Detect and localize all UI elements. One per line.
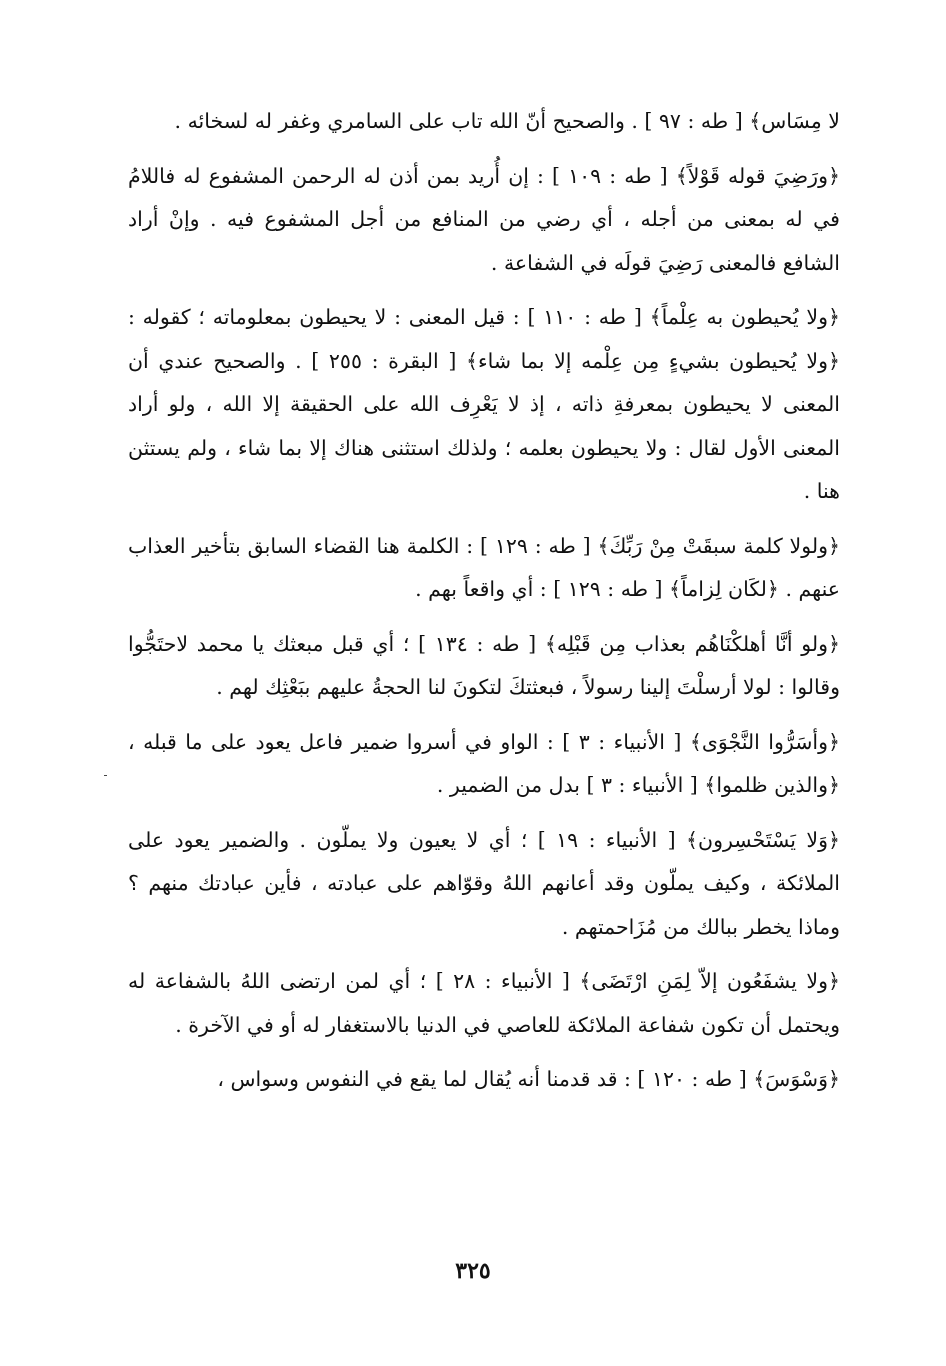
paragraph-3: ﴿ولا يُحيطون به عِلْماً﴾ [ طه : ١١٠ ] : قيل المعنى : لا يحيطون بمعلوماته ؛ كقوله : ﴿ولا يُحيطون بشيءٍ مِن عِلْمه إلا بما شاء﴾ [ البقرة : ٢٥٥ ] . والصحيح عندي أن المعنى لا يحيطون بمعرفةِ ذاته ، إذ لا يَعْرِف الله على الحقيقة إلا الله ، ولو أراد المعنى الأول لقال : ولا يحيطون بعلمه ؛ ولذلك استثنى هناك إلا بما شاء ، ولم يستثن هنا . (128, 305, 840, 503)
paragraph-8: ﴿ولا يشفَعُون إلاّ لِمَنِ ارْتَضَى﴾ [ الأنبياء : ٢٨ ] ؛ أي لمن ارتضى اللهُ بالشفاعة له ويحتمل أن تكون شفاعة الملائكة للعاصي في الدنيا بالاستغفار له أو في الآخرة . (128, 969, 840, 1037)
page-number: ٣٢٥ (455, 1258, 491, 1284)
margin-mark (104, 775, 107, 776)
page-body (128, 100, 840, 1113)
paragraph-1: لا مِسَاس﴾ [ طه : ٩٧ ] . والصحيح أنّ الله تاب على السامري وغفر له لسخائه . (174, 109, 840, 133)
paragraph-2: ﴿ورَضِيَ قوله قَوْلاً﴾ [ طه : ١٠٩ ] : إن أُريد بمن أذن له الرحمن المشفوع له فاللامُ في له بمعنى من أجله ، أي رضي من المنافع من أجل المشفوع فيه . وإنْ أراد الشافع فالمعنى رَضِيَ قولَه في الشفاعة . (128, 163, 840, 275)
paragraph-4: ﴿ولولا كلمة سبقَتْ مِنْ رَبِّكَ﴾ [ طه : ١٢٩ ] : الكلمة هنا القضاء السابق بتأخير العذاب عنهم . ﴿لكَان لِزاماً﴾ [ طه : ١٢٩ ] : أي واقعاً بهم . (128, 533, 840, 601)
paragraph-9: ﴿وَسْوَسَ﴾ [ طه : ١٢٠ ] : قد قدمنا أنه يُقال لما يقع في النفوس وسواس ، (217, 1067, 840, 1091)
paragraph-6: ﴿وأسَرُّوا النَّجْوَى﴾ [ الأنبياء : ٣ ] : الواو في أسروا ضمير فاعل يعود على ما قبله ، ﴿والذين ظلموا﴾ [ الأنبياء : ٣ ] بدل من الضمير . (128, 729, 840, 797)
paragraph-7: ﴿وَلا يَسْتَحْسِرون﴾ [ الأنبياء : ١٩ ] ؛ أي لا يعيون ولا يملّون . والضمير يعود على الملائكة ، وكيف يملّون وقد أعانهم اللهُ وقوّاهم على عبادته ، فأين عبادتك منهم ؟ وماذا يخطر ببالك من مُزَاحمتهم . (128, 827, 840, 939)
paragraph-5: ﴿ولو أنَّا أهلكْنَاهُم بعذاب مِن قَبْلِه﴾ [ طه : ١٣٤ ] ؛ أي قبل مبعثك يا محمد لاحتَجُّوا وقالوا : لولا أرسلْتَ إلينا رسولاً ، فبعثتكَ لتكونَ لنا الحجةُ عليهم ببَعْثِك لهم . (128, 631, 840, 699)
